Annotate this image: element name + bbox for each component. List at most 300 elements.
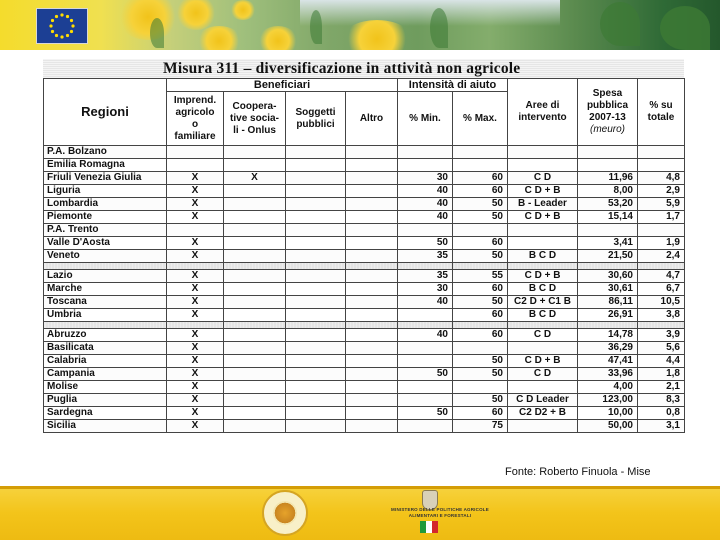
italian-flag-icon bbox=[420, 521, 438, 533]
dandelion-decoration bbox=[176, 0, 216, 30]
cell-altro bbox=[346, 172, 398, 185]
cell-soggetti bbox=[286, 296, 346, 309]
header-max: % Max. bbox=[453, 92, 508, 146]
cell-cooperative bbox=[224, 224, 286, 237]
cell-region: Molise bbox=[44, 381, 167, 394]
cell-imprend bbox=[167, 224, 224, 237]
cell-soggetti bbox=[286, 309, 346, 322]
table-row bbox=[44, 224, 685, 237]
title-bar bbox=[43, 59, 684, 79]
table-row bbox=[44, 250, 685, 263]
cell-spesa: 123,00 bbox=[578, 394, 638, 407]
cell-cooperative: X bbox=[224, 172, 286, 185]
cell-cooperative bbox=[224, 420, 286, 433]
cell-pct: 4,7 bbox=[638, 270, 685, 283]
cell-cooperative bbox=[224, 296, 286, 309]
cell-soggetti bbox=[286, 342, 346, 355]
header-spesa-line: pubblica bbox=[586, 100, 629, 111]
cell-cooperative bbox=[224, 368, 286, 381]
cell-spesa: 47,41 bbox=[578, 355, 638, 368]
separator-cell bbox=[44, 263, 167, 270]
cell-pct: 2,4 bbox=[638, 250, 685, 263]
separator-cell bbox=[167, 263, 224, 270]
cell-max: 50 bbox=[453, 250, 508, 263]
source-caption: Fonte: Roberto Finuola - Mise bbox=[505, 466, 651, 478]
table-row bbox=[44, 185, 685, 198]
cell-imprend: X bbox=[167, 394, 224, 407]
leaf-decoration bbox=[660, 6, 710, 50]
table-row bbox=[44, 172, 685, 185]
header-aree bbox=[508, 79, 578, 146]
ministry-name bbox=[375, 507, 505, 519]
cell-max: 60 bbox=[453, 329, 508, 342]
cell-max: 60 bbox=[453, 283, 508, 296]
table-row bbox=[44, 329, 685, 342]
cell-max bbox=[453, 381, 508, 394]
cell-altro bbox=[346, 342, 398, 355]
cell-pct: 1,7 bbox=[638, 211, 685, 224]
cell-spesa bbox=[578, 159, 638, 172]
cell-min: 40 bbox=[398, 296, 453, 309]
cell-spesa: 11,96 bbox=[578, 172, 638, 185]
cell-pct: 1,9 bbox=[638, 237, 685, 250]
cell-pct: 10,5 bbox=[638, 296, 685, 309]
cell-spesa: 53,20 bbox=[578, 198, 638, 211]
cell-pct: 3,9 bbox=[638, 329, 685, 342]
table-body bbox=[44, 146, 685, 433]
cell-spesa bbox=[578, 224, 638, 237]
cell-pct bbox=[638, 146, 685, 159]
cell-max: 60 bbox=[453, 185, 508, 198]
cell-aree: C D bbox=[508, 368, 578, 381]
cell-imprend: X bbox=[167, 342, 224, 355]
cell-max: 60 bbox=[453, 407, 508, 420]
cell-spesa: 26,91 bbox=[578, 309, 638, 322]
cell-cooperative bbox=[224, 329, 286, 342]
table-row bbox=[44, 211, 685, 224]
cell-soggetti bbox=[286, 250, 346, 263]
dandelion-decoration bbox=[258, 26, 298, 50]
separator-cell bbox=[638, 322, 685, 329]
cell-soggetti bbox=[286, 368, 346, 381]
separator-cell bbox=[224, 263, 286, 270]
header-spesa-line: 2007-13 bbox=[589, 112, 626, 123]
cell-min bbox=[398, 342, 453, 355]
table-row bbox=[44, 283, 685, 296]
cell-min: 35 bbox=[398, 270, 453, 283]
cell-soggetti bbox=[286, 394, 346, 407]
cell-cooperative bbox=[224, 283, 286, 296]
cell-altro bbox=[346, 146, 398, 159]
separator-cell bbox=[286, 263, 346, 270]
cell-altro bbox=[346, 283, 398, 296]
cell-altro bbox=[346, 309, 398, 322]
cell-aree bbox=[508, 342, 578, 355]
cell-cooperative bbox=[224, 185, 286, 198]
cell-altro bbox=[346, 159, 398, 172]
cell-spesa: 14,78 bbox=[578, 329, 638, 342]
table-row bbox=[44, 159, 685, 172]
ministry-line: ALIMENTARI E FORESTALI bbox=[408, 513, 472, 518]
cell-soggetti bbox=[286, 407, 346, 420]
header-spesa-line: Spesa bbox=[592, 88, 623, 99]
cell-cooperative bbox=[224, 394, 286, 407]
cell-imprend: X bbox=[167, 283, 224, 296]
cell-min bbox=[398, 159, 453, 172]
cell-max: 60 bbox=[453, 237, 508, 250]
cell-soggetti bbox=[286, 159, 346, 172]
cell-aree: C2 D2 + B bbox=[508, 407, 578, 420]
cell-min: 40 bbox=[398, 329, 453, 342]
cell-cooperative bbox=[224, 250, 286, 263]
logo-center bbox=[273, 501, 297, 525]
cell-min bbox=[398, 309, 453, 322]
cell-aree: B C D bbox=[508, 309, 578, 322]
cell-aree: B C D bbox=[508, 250, 578, 263]
footer-stripe bbox=[0, 486, 720, 489]
cell-region: Friuli Venezia Giulia bbox=[44, 172, 167, 185]
cell-max bbox=[453, 146, 508, 159]
cell-region: Basilicata bbox=[44, 342, 167, 355]
cell-altro bbox=[346, 394, 398, 407]
cell-region: Sicilia bbox=[44, 420, 167, 433]
cell-aree: B C D bbox=[508, 283, 578, 296]
header-imprend-line: o bbox=[191, 118, 199, 130]
table-row bbox=[44, 309, 685, 322]
cell-aree bbox=[508, 146, 578, 159]
header-altro: Altro bbox=[346, 92, 398, 146]
cell-spesa: 15,14 bbox=[578, 211, 638, 224]
cell-altro bbox=[346, 211, 398, 224]
cell-imprend: X bbox=[167, 407, 224, 420]
cell-min bbox=[398, 381, 453, 394]
cell-aree: C D Leader bbox=[508, 394, 578, 407]
cell-region: Emilia Romagna bbox=[44, 159, 167, 172]
cell-cooperative bbox=[224, 159, 286, 172]
cell-region: Puglia bbox=[44, 394, 167, 407]
table-row bbox=[44, 270, 685, 283]
cell-max: 75 bbox=[453, 420, 508, 433]
table-row bbox=[44, 237, 685, 250]
separator-cell bbox=[398, 263, 453, 270]
cell-altro bbox=[346, 270, 398, 283]
cell-aree: C D bbox=[508, 329, 578, 342]
cell-spesa: 50,00 bbox=[578, 420, 638, 433]
cell-soggetti bbox=[286, 146, 346, 159]
separator-cell bbox=[508, 322, 578, 329]
header-min: % Min. bbox=[398, 92, 453, 146]
cell-region: Lazio bbox=[44, 270, 167, 283]
cell-max: 60 bbox=[453, 309, 508, 322]
cell-pct: 3,1 bbox=[638, 420, 685, 433]
header-cooperative-line: li - Onlus bbox=[233, 124, 276, 136]
cell-soggetti bbox=[286, 211, 346, 224]
table-row bbox=[44, 407, 685, 420]
table-row bbox=[44, 296, 685, 309]
cell-max bbox=[453, 224, 508, 237]
header-imprend bbox=[167, 92, 224, 146]
cell-min: 50 bbox=[398, 368, 453, 381]
cell-pct: 2,1 bbox=[638, 381, 685, 394]
cell-cooperative bbox=[224, 146, 286, 159]
separator-cell bbox=[508, 263, 578, 270]
cell-spesa: 4,00 bbox=[578, 381, 638, 394]
cell-altro bbox=[346, 355, 398, 368]
table-row bbox=[44, 420, 685, 433]
separator-cell bbox=[346, 322, 398, 329]
table-slide bbox=[43, 59, 684, 457]
cell-cooperative bbox=[224, 342, 286, 355]
header-su-totale-line: % su bbox=[649, 100, 673, 111]
cell-spesa: 36,29 bbox=[578, 342, 638, 355]
cell-region: Marche bbox=[44, 283, 167, 296]
cell-altro bbox=[346, 368, 398, 381]
cell-region: Lombardia bbox=[44, 198, 167, 211]
cell-region: P.A. Trento bbox=[44, 224, 167, 237]
cell-min bbox=[398, 146, 453, 159]
cell-imprend: X bbox=[167, 250, 224, 263]
cell-cooperative bbox=[224, 381, 286, 394]
cell-soggetti bbox=[286, 198, 346, 211]
cell-altro bbox=[346, 224, 398, 237]
cell-soggetti bbox=[286, 283, 346, 296]
cell-max: 50 bbox=[453, 198, 508, 211]
cell-max: 55 bbox=[453, 270, 508, 283]
cell-altro bbox=[346, 237, 398, 250]
cell-pct bbox=[638, 159, 685, 172]
header-cooperative-line: tive socia- bbox=[230, 112, 279, 124]
cell-aree: C D + B bbox=[508, 185, 578, 198]
header-aree-line: intervento bbox=[518, 112, 567, 123]
separator-cell bbox=[44, 322, 167, 329]
cell-altro bbox=[346, 250, 398, 263]
separator-cell bbox=[453, 263, 508, 270]
leaf-decoration bbox=[150, 18, 164, 48]
cell-aree bbox=[508, 420, 578, 433]
cell-aree bbox=[508, 159, 578, 172]
cell-region: Sardegna bbox=[44, 407, 167, 420]
cell-altro bbox=[346, 407, 398, 420]
cell-altro bbox=[346, 381, 398, 394]
cell-max: 50 bbox=[453, 296, 508, 309]
dandelion-decoration bbox=[118, 0, 178, 40]
cell-region: Piemonte bbox=[44, 211, 167, 224]
cell-pct: 2,9 bbox=[638, 185, 685, 198]
header-soggetti-line: pubblici bbox=[296, 118, 335, 130]
leaf-decoration bbox=[600, 2, 640, 46]
cell-soggetti bbox=[286, 185, 346, 198]
cell-min: 40 bbox=[398, 211, 453, 224]
cell-aree: C2 D + C1 B bbox=[508, 296, 578, 309]
dandelion-decoration bbox=[196, 26, 242, 50]
cell-spesa: 10,00 bbox=[578, 407, 638, 420]
cell-altro bbox=[346, 185, 398, 198]
cell-spesa bbox=[578, 146, 638, 159]
cell-imprend: X bbox=[167, 185, 224, 198]
cell-max: 50 bbox=[453, 394, 508, 407]
cell-aree bbox=[508, 224, 578, 237]
cell-soggetti bbox=[286, 172, 346, 185]
cell-cooperative bbox=[224, 407, 286, 420]
leaf-decoration bbox=[430, 8, 448, 48]
cell-spesa: 21,50 bbox=[578, 250, 638, 263]
cell-altro bbox=[346, 329, 398, 342]
cell-spesa: 8,00 bbox=[578, 185, 638, 198]
cell-imprend bbox=[167, 146, 224, 159]
cell-soggetti bbox=[286, 270, 346, 283]
cell-pct: 0,8 bbox=[638, 407, 685, 420]
group-separator bbox=[44, 263, 685, 270]
header-intensita: Intensità di aiuto bbox=[398, 79, 508, 92]
header-imprend-line: agricolo bbox=[175, 106, 215, 118]
cell-region: Liguria bbox=[44, 185, 167, 198]
cell-region: Valle D'Aosta bbox=[44, 237, 167, 250]
cell-imprend: X bbox=[167, 270, 224, 283]
cell-spesa: 33,96 bbox=[578, 368, 638, 381]
header-aree-line: Aree di bbox=[525, 100, 560, 111]
page-title: Misura 311 – diversificazione in attività non agricole bbox=[163, 60, 521, 77]
cell-imprend: X bbox=[167, 172, 224, 185]
cell-min: 50 bbox=[398, 407, 453, 420]
cell-imprend: X bbox=[167, 368, 224, 381]
cell-max bbox=[453, 159, 508, 172]
cell-region: Veneto bbox=[44, 250, 167, 263]
cell-imprend: X bbox=[167, 355, 224, 368]
header-banner bbox=[0, 0, 720, 50]
cell-soggetti bbox=[286, 381, 346, 394]
cell-min: 40 bbox=[398, 198, 453, 211]
cell-min: 40 bbox=[398, 185, 453, 198]
header-soggetti bbox=[286, 92, 346, 146]
cell-cooperative bbox=[224, 270, 286, 283]
cell-pct: 4,4 bbox=[638, 355, 685, 368]
leaf-decoration bbox=[310, 10, 322, 44]
eu-flag-icon bbox=[36, 8, 88, 44]
cell-cooperative bbox=[224, 309, 286, 322]
table-row bbox=[44, 355, 685, 368]
cell-cooperative bbox=[224, 237, 286, 250]
table-row bbox=[44, 381, 685, 394]
separator-cell bbox=[578, 263, 638, 270]
cell-region: Abruzzo bbox=[44, 329, 167, 342]
cell-max: 60 bbox=[453, 172, 508, 185]
cell-pct: 3,8 bbox=[638, 309, 685, 322]
measure-311-table bbox=[43, 78, 685, 433]
cell-altro bbox=[346, 296, 398, 309]
cell-soggetti bbox=[286, 355, 346, 368]
cell-min bbox=[398, 224, 453, 237]
header-beneficiari: Beneficiari bbox=[167, 79, 398, 92]
cell-pct bbox=[638, 224, 685, 237]
separator-cell bbox=[224, 322, 286, 329]
table-row bbox=[44, 394, 685, 407]
cell-cooperative bbox=[224, 355, 286, 368]
group-separator bbox=[44, 322, 685, 329]
cell-altro bbox=[346, 420, 398, 433]
footer-band bbox=[0, 486, 720, 540]
cell-aree: C D bbox=[508, 172, 578, 185]
cell-max: 50 bbox=[453, 355, 508, 368]
cell-pct: 5,6 bbox=[638, 342, 685, 355]
header-imprend-line: familiare bbox=[174, 130, 216, 142]
cell-imprend: X bbox=[167, 381, 224, 394]
cell-aree: C D + B bbox=[508, 270, 578, 283]
cell-region: Umbria bbox=[44, 309, 167, 322]
cell-soggetti bbox=[286, 237, 346, 250]
header-soggetti-line: Soggetti bbox=[295, 106, 336, 118]
cell-region: Campania bbox=[44, 368, 167, 381]
header-cooperative-line: Coopera- bbox=[232, 100, 277, 112]
cell-soggetti bbox=[286, 329, 346, 342]
separator-cell bbox=[638, 263, 685, 270]
cell-imprend bbox=[167, 159, 224, 172]
separator-cell bbox=[398, 322, 453, 329]
cell-pct: 1,8 bbox=[638, 368, 685, 381]
cell-imprend: X bbox=[167, 420, 224, 433]
cell-max: 50 bbox=[453, 211, 508, 224]
cell-soggetti bbox=[286, 420, 346, 433]
cell-aree bbox=[508, 237, 578, 250]
dandelion-decoration bbox=[230, 0, 256, 20]
cell-pct: 5,9 bbox=[638, 198, 685, 211]
cell-cooperative bbox=[224, 211, 286, 224]
cell-spesa: 30,61 bbox=[578, 283, 638, 296]
cell-region: Calabria bbox=[44, 355, 167, 368]
header-cooperative bbox=[224, 92, 286, 146]
cell-min bbox=[398, 394, 453, 407]
cell-spesa: 86,11 bbox=[578, 296, 638, 309]
cell-imprend: X bbox=[167, 309, 224, 322]
cell-imprend: X bbox=[167, 296, 224, 309]
cell-region: P.A. Bolzano bbox=[44, 146, 167, 159]
header-regioni: Regioni bbox=[44, 79, 167, 146]
separator-cell bbox=[346, 263, 398, 270]
cell-region: Toscana bbox=[44, 296, 167, 309]
ministry-line: MINISTERO DELLE POLITICHE AGRICOLE bbox=[391, 507, 489, 512]
cell-min: 35 bbox=[398, 250, 453, 263]
table-row bbox=[44, 198, 685, 211]
header-spesa-line: (meuro) bbox=[589, 124, 625, 135]
cell-aree: C D + B bbox=[508, 211, 578, 224]
cell-min: 30 bbox=[398, 283, 453, 296]
table-row bbox=[44, 342, 685, 355]
cell-aree: C D + B bbox=[508, 355, 578, 368]
cell-max: 50 bbox=[453, 368, 508, 381]
cell-min: 30 bbox=[398, 172, 453, 185]
separator-cell bbox=[578, 322, 638, 329]
header-su-totale-line: totale bbox=[647, 112, 675, 123]
dandelion-decoration bbox=[342, 20, 412, 50]
header-su-totale bbox=[638, 79, 685, 146]
cell-imprend: X bbox=[167, 198, 224, 211]
separator-cell bbox=[453, 322, 508, 329]
cell-imprend: X bbox=[167, 329, 224, 342]
cell-spesa: 30,60 bbox=[578, 270, 638, 283]
separator-cell bbox=[167, 322, 224, 329]
cell-imprend: X bbox=[167, 211, 224, 224]
cell-min: 50 bbox=[398, 237, 453, 250]
rural-network-logo-icon bbox=[262, 490, 308, 536]
cell-aree bbox=[508, 381, 578, 394]
separator-cell bbox=[286, 322, 346, 329]
cell-imprend: X bbox=[167, 237, 224, 250]
cell-cooperative bbox=[224, 198, 286, 211]
cell-pct: 8,3 bbox=[638, 394, 685, 407]
cell-max bbox=[453, 342, 508, 355]
cell-altro bbox=[346, 198, 398, 211]
cell-pct: 6,7 bbox=[638, 283, 685, 296]
table-row bbox=[44, 368, 685, 381]
